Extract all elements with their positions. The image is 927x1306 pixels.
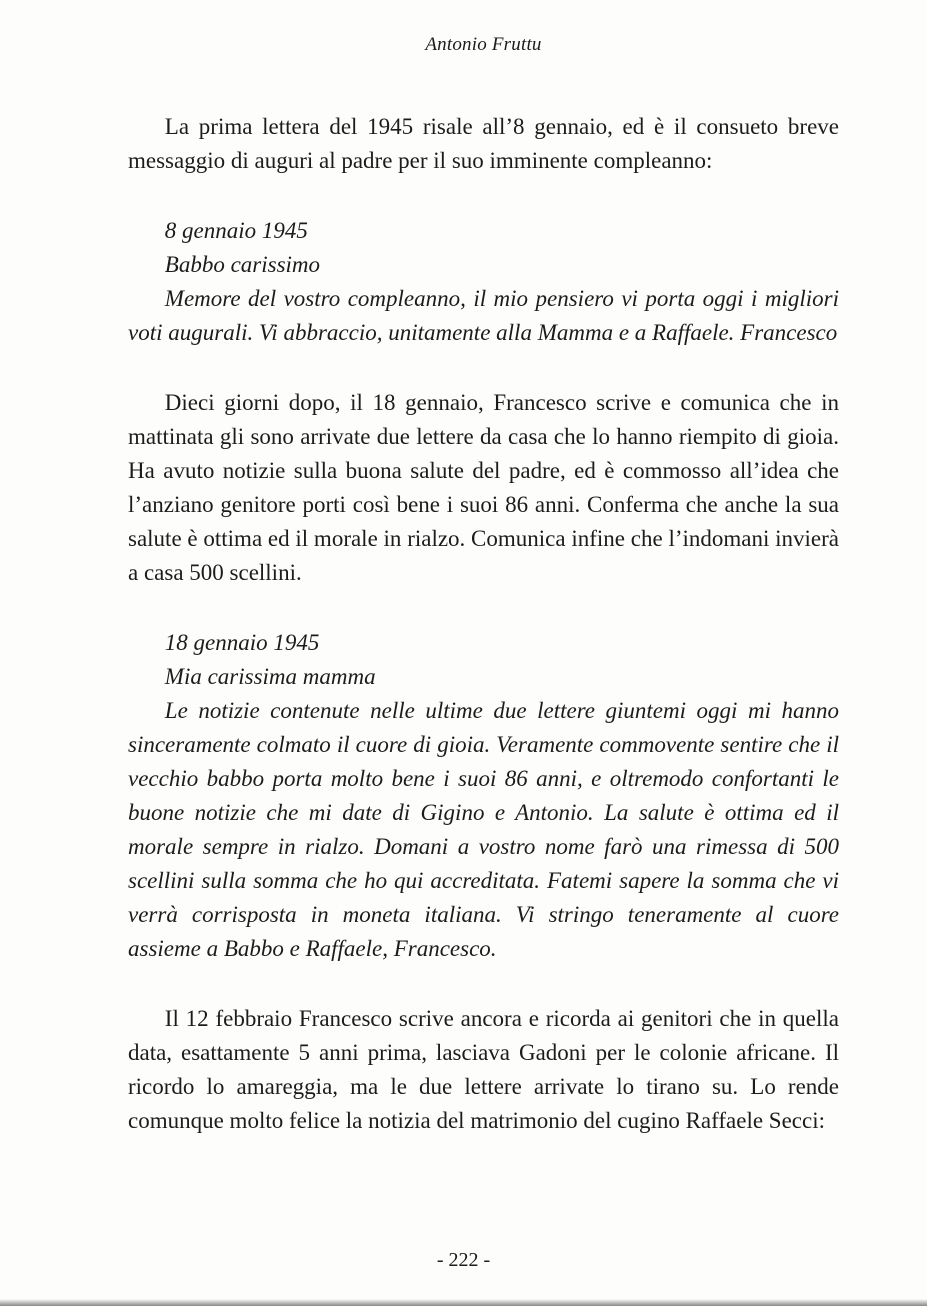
paragraph: Mia carissima mamma: [164, 664, 376, 689]
letter-block: [128, 626, 839, 966]
body-block: [128, 110, 839, 178]
page-number: - 222 -: [436, 1249, 491, 1271]
paragraph: 18 gennaio 1945: [164, 630, 320, 655]
paragraph: 8 gennaio 1945: [164, 218, 308, 243]
paragraph: Babbo carissimo: [164, 252, 321, 277]
paragraph: Il 12 febbraio Francesco scrive ancora e ricorda ai genitori che in quella data, esattamente 5 anni prima, lasciava Gadoni per le colonie africane. Il ricordo lo amareggia, ma le due lettere arrivate lo tirano su. Lo rende comunque molto felice la notizia del matrimonio del cugino Raffaele Secci:: [128, 1006, 839, 1133]
scan-bottom-edge: [0, 1299, 927, 1306]
running-header: Antonio Fruttu: [425, 34, 542, 55]
paragraph: Le notizie contenute nelle ultime due lettere giuntemi oggi mi hanno sinceramente colmato il cuore di gioia. Veramente commovente sentire che il vecchio babbo porta molto bene i suoi 86 anni, e oltremodo confortanti le buone notizie che mi date di Gigino e Antonio. La salute è ottima ed il morale sempre in rialzo. Domani a vostro nome farò una rimessa di 500 scellini sulla somma che ho qui accreditata. Fatemi sapere la somma che vi verrà corrisposta in moneta italiana. Vi stringo teneramente al cuore assieme a Babbo e Raffaele, Francesco.: [128, 698, 839, 961]
paragraph: Dieci giorni dopo, il 18 gennaio, Francesco scrive e comunica che in mattinata gli sono arrivate due lettere da casa che lo hanno riempito di gioia. Ha avuto notizie sulla buona salute del padre, ed è commosso all’idea che l’anziano genitore porti così bene i suoi 86 anni. Conferma che anche la sua salute è ottima ed il morale in rialzo. Comunica infine che l’indomani invierà a casa 500 scellini.: [128, 390, 839, 585]
text-blocks: [128, 110, 839, 1138]
body-block: [128, 1002, 839, 1138]
letter-block: [128, 214, 839, 350]
paragraph: La prima lettera del 1945 risale all’8 gennaio, ed è il consueto breve messaggio di auguri al padre per il suo imminente compleanno:: [128, 114, 839, 173]
body-block: [128, 386, 839, 590]
paragraph: Memore del vostro compleanno, il mio pensiero vi porta oggi i migliori voti augurali. Vi abbraccio, unitamente alla Mamma e a Raffaele. Francesco: [128, 286, 839, 345]
